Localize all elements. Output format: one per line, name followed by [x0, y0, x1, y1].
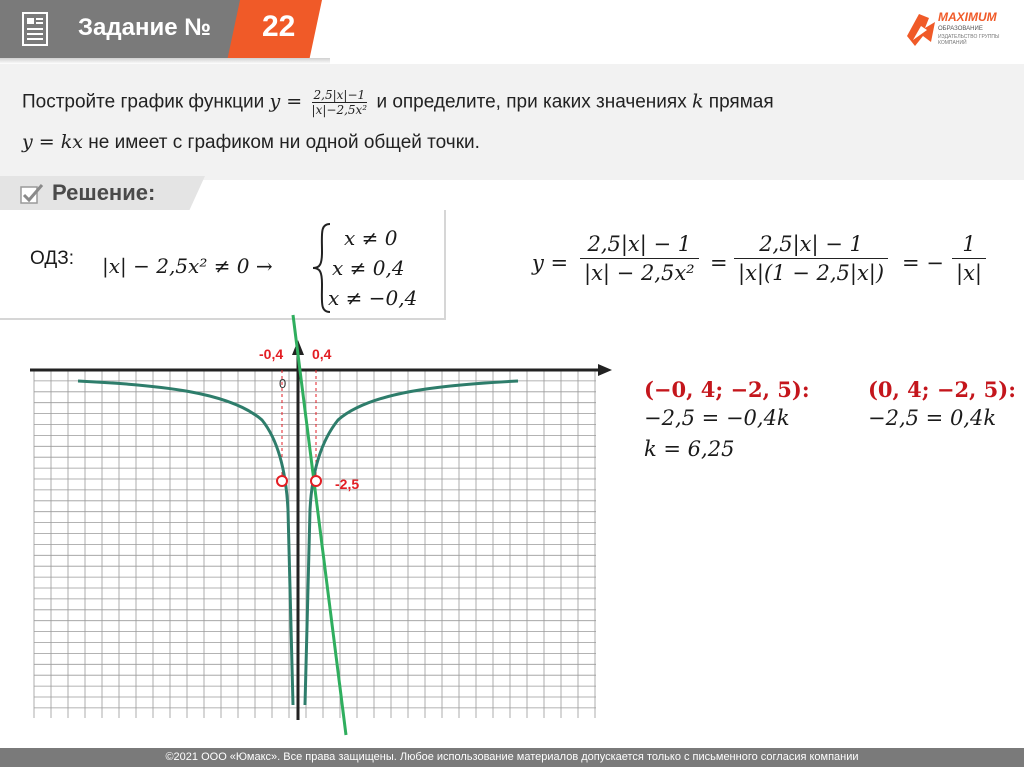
condition-1: x ≠ 0	[344, 226, 398, 250]
problem-line-1	[22, 88, 774, 117]
footer-text: ©2021 ООО «Юмакс». Все права защищены. Любое использование материалов допускается только с письменного согласия компании	[165, 751, 859, 763]
task-label: Задание №	[78, 14, 211, 41]
problem-text-c: прямая	[708, 91, 774, 113]
deriv-f3-numerator: 1	[952, 232, 986, 259]
point-left-equation: −2,5 = −0,4k	[644, 406, 790, 430]
excluded-point-left	[277, 476, 287, 486]
logo-text: MAXIMUM	[938, 10, 997, 24]
label-y: -2,5	[335, 476, 360, 492]
problem-line-2	[22, 131, 480, 154]
deriv-fraction-3	[952, 232, 986, 285]
problem-k: k	[691, 90, 704, 113]
function-graph	[0, 300, 630, 748]
deriv-f2-denominator: |x|(1 − 2,5|x|)	[738, 261, 885, 285]
deriv-lhs: y =	[532, 251, 569, 275]
excluded-point-right	[311, 476, 321, 486]
deriv-eq-1: =	[710, 251, 728, 275]
solution-label: Решение:	[52, 180, 156, 205]
logo-subtitle: ОБРАЗОВАНИЕ	[938, 26, 983, 32]
graph-grid	[34, 370, 596, 718]
point-right: (0, 4; −2, 5):	[868, 377, 1016, 402]
deriv-f1-denominator: |x| − 2,5x²	[584, 261, 695, 285]
task-number: 22	[262, 10, 296, 43]
point-right-equation: −2,5 = 0,4k	[868, 406, 997, 430]
odz-expression: |x| − 2,5x² ≠ 0 →	[102, 254, 273, 278]
deriv-fraction-2	[734, 232, 888, 285]
deriv-eq-2: = −	[902, 251, 944, 275]
problem-y-eq: y =	[269, 90, 303, 113]
deriv-f2-numerator: 2,5|x| − 1	[734, 232, 888, 259]
logo-subtitle-2: ИЗДАТЕЛЬСТВО ГРУППЫ КОМПАНИЙ	[938, 34, 1000, 46]
line-kx	[293, 315, 346, 735]
point-left-result: k = 6,25	[644, 437, 735, 461]
problem-statement	[0, 64, 1024, 180]
problem-text: Постройте график функции	[22, 91, 265, 113]
deriv-f1-numerator: 2,5|x| − 1	[580, 232, 699, 259]
problem-fraction	[312, 88, 368, 117]
condition-2: x ≠ 0,4	[332, 256, 405, 280]
deriv-fraction-1	[580, 232, 699, 285]
document-icon	[22, 12, 48, 46]
label-neg04: -0,4	[259, 346, 284, 362]
odz-label: ОДЗ:	[30, 248, 74, 269]
problem-text-b: и определите, при каких значениях	[376, 91, 687, 113]
checkbox-icon	[20, 183, 44, 205]
fraction-numerator: 2,5|x|−1	[313, 88, 366, 102]
curve-left	[78, 381, 293, 705]
fraction-denominator: |x|−2,5x²	[311, 103, 368, 117]
point-left: (−0, 4; −2, 5):	[644, 377, 810, 402]
x-axis-arrow	[598, 364, 612, 376]
label-zero: 0	[279, 376, 287, 391]
problem-line-math: y = kx	[22, 131, 83, 153]
label-pos04: 0,4	[312, 346, 332, 362]
problem-line-text: не имеет с графиком ни одной общей точки.	[88, 132, 480, 153]
condition-3: x ≠ −0,4	[328, 286, 418, 310]
deriv-f3-denominator: |x|	[956, 261, 982, 285]
